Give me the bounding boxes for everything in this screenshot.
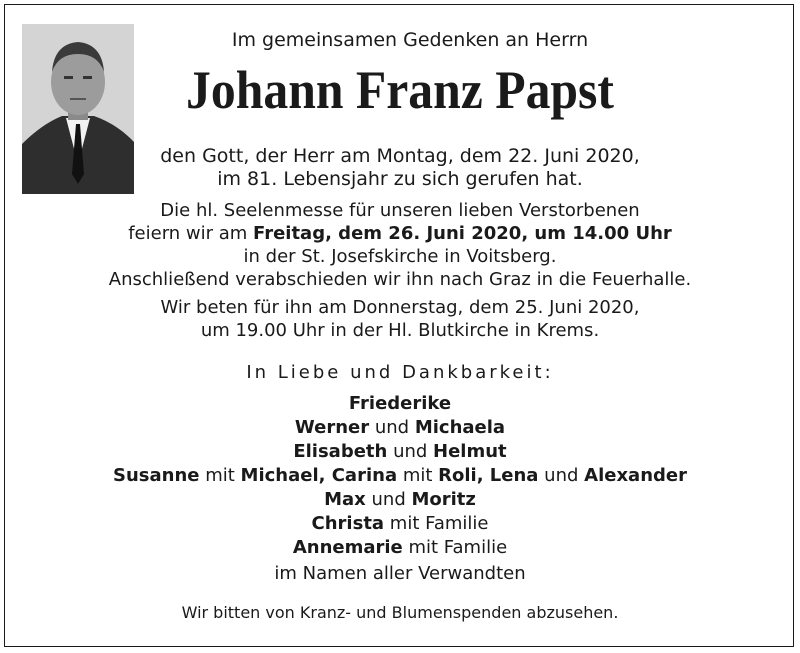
connector: und	[387, 441, 434, 462]
family-row-1	[0, 392, 800, 416]
deceased-name: Johann Franz Papst	[186, 60, 614, 120]
death-notice	[140, 145, 660, 191]
prayer-line-1: Wir beten für ihn am Donnerstag, dem 25. Juni 2020,	[160, 297, 640, 318]
mourner-name: Max	[324, 489, 366, 510]
connector: mit	[397, 465, 439, 486]
mass-line-4: Anschließend verabschieden wir ihn nach Graz in die Feuerhalle.	[108, 269, 692, 290]
love-gratitude-line: In Liebe und Dankbarkeit:	[246, 362, 554, 383]
mass-line-3: in der St. Josefskirche in Voitsberg.	[243, 246, 557, 267]
donation-request: Wir bitten von Kranz- und Blumenspenden abzusehen.	[181, 603, 619, 622]
mourner-name: Roli, Lena	[438, 465, 539, 486]
mourner-name: Alexander	[584, 465, 687, 486]
mourner-name: Friederike	[348, 393, 452, 414]
mourner-name: Susanne	[113, 465, 200, 486]
family-row-7	[0, 536, 800, 560]
connector: und	[365, 489, 412, 510]
connector: mit Familie	[402, 537, 508, 558]
mass-date-time: Freitag, dem 26. Juni 2020, um 14.00 Uhr	[253, 223, 672, 244]
portrait-image	[22, 24, 134, 194]
prayer-info	[0, 296, 800, 342]
family-row-3	[0, 440, 800, 464]
death-line-1: den Gott, der Herr am Montag, dem 22. Juni 2020,	[160, 145, 640, 167]
family-row-2	[0, 416, 800, 440]
portrait-photo	[22, 24, 134, 194]
connector: und	[369, 417, 415, 438]
family-row-4	[0, 464, 800, 488]
connector: mit Familie	[384, 513, 489, 534]
mourner-name: Moritz	[411, 489, 476, 510]
connector: mit	[199, 465, 241, 486]
relatives-line: im Namen aller Verwandten	[274, 563, 526, 584]
mass-line-2-prefix: feiern wir am	[128, 223, 254, 244]
mass-line-1: Die hl. Seelenmesse für unseren lieben Verstorbenen	[160, 200, 640, 221]
mourner-name: Michael, Carina	[240, 465, 398, 486]
prayer-line-2: um 19.00 Uhr in der Hl. Blutkirche in Krems.	[200, 320, 600, 341]
death-line-2: im 81. Lebensjahr zu sich gerufen hat.	[217, 168, 583, 190]
mourner-name: Michaela	[414, 417, 506, 438]
intro-line: Im gemeinsamen Gedenken an Herrn	[231, 29, 589, 51]
mourner-name: Werner	[294, 417, 370, 438]
mourner-name: Helmut	[433, 441, 507, 462]
mourner-name: Elisabeth	[293, 441, 388, 462]
mass-info	[0, 199, 800, 291]
mourner-name: Annemarie	[292, 537, 403, 558]
mass-line-2	[0, 222, 800, 245]
mourner-name: Christa	[311, 513, 385, 534]
family-row-5	[0, 488, 800, 512]
family-row-6	[0, 512, 800, 536]
connector: und	[538, 465, 585, 486]
family-list	[0, 392, 800, 560]
